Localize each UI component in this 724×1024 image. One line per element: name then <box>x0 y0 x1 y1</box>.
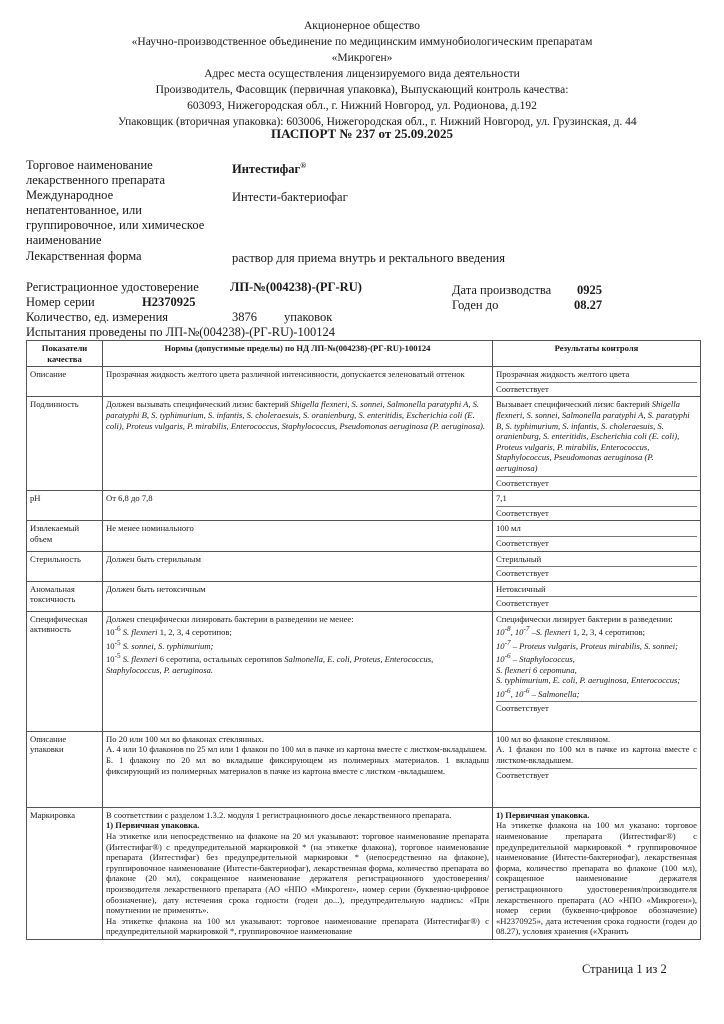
packer-line: Упаковщик (вторичная упаковка): 603006, Нижегородская обл., г. Нижний Новгород, ул. Грузинская, д. 44 <box>118 116 637 128</box>
dilution-base: 10 <box>496 654 505 665</box>
header-line: 603093, Нижегородская обл., г. Нижний Новгород, ул. Родионова, д.192 <box>187 100 537 112</box>
label-line: наименование <box>26 233 102 247</box>
row-name: Стерильность <box>27 551 103 581</box>
table-row <box>27 551 701 581</box>
row-result <box>493 521 701 551</box>
dilution-base: , 10 <box>510 688 524 699</box>
result-line <box>496 624 697 637</box>
row-name: Описание упаковки <box>27 731 103 807</box>
norm-text: 1, 2, 3, 4 серотипов; <box>157 627 232 638</box>
result-status: Соответствует <box>496 506 697 519</box>
trade-name: Интестифаг <box>232 162 301 177</box>
result-text: 7,1 <box>496 493 507 504</box>
result-line <box>496 665 697 676</box>
norm-text: 6 серотипа, остальных серотипов <box>157 654 285 665</box>
norm-text: По 20 или 100 мл во флаконах стеклянных. <box>106 733 264 744</box>
row-result <box>493 367 701 397</box>
row-norm: Прозрачная жидкость желтого цвета различной интенсивности, допускается зеленоватый оттенок <box>103 367 493 397</box>
norm-text: На этикетке или непосредственно на флаконе на 20 мл указывают: торговое наименование препарата (Интестифаг®) с предупредительной маркировкой * (на этикетке флакона), торговое наименование препарата (Интестифаг) без предупредительной маркировки * (непосредственно на флаконе), группировочное наименование (Интести-бактериофаг), лекарственная форма, количество препарата во флаконе (20 мл), сокращенное наименование держателя регистрационного удостоверения/производителя лекарственного препарата (АО «НПО «Микроген», номер серии (буквенно-цифровое обозначение), дату истечения срока годности (годен до...), предупредительную надпись: «При помутнении не применять». <box>106 831 489 916</box>
row-name: Подлинность <box>27 397 103 491</box>
norm-subheading: 1) Первичная упаковка. <box>106 820 200 831</box>
series-value: Н2370925 <box>142 295 196 309</box>
result-status: Соответствует <box>496 536 697 549</box>
row-norm <box>103 611 493 731</box>
row-norm <box>103 397 493 491</box>
result-status: Соответствует <box>496 701 697 714</box>
expiry-label: Годен до <box>452 298 499 312</box>
row-name: Извлекаемый объем <box>27 521 103 551</box>
dilution-exponent: -6 <box>114 625 121 634</box>
norm-text: Должен вызывать специфический лизис бактерий <box>106 399 291 410</box>
dilution-exponent: -6 <box>504 652 511 661</box>
row-result <box>493 491 701 521</box>
trade-name-label <box>26 158 165 188</box>
prod-date-label: Дата производства <box>452 283 552 297</box>
page-number: Страница 1 из 2 <box>582 962 667 976</box>
row-norm: От 6,8 до 7,8 <box>103 491 493 521</box>
label-line: лекарственного препарата <box>26 173 166 187</box>
result-line <box>496 675 697 686</box>
result-bacteria: S. flexneri <box>496 664 531 675</box>
table-row <box>27 731 701 807</box>
dilution-base: 10 <box>106 654 115 665</box>
company-header <box>0 18 724 114</box>
dilution-exponent: -7 <box>504 638 511 647</box>
reg-label: Регистрационное удостоверение <box>26 280 199 294</box>
col-header-results: Результаты контроля <box>493 341 701 367</box>
result-bacteria: – Staphylococcus, <box>510 654 575 665</box>
table-row <box>27 611 701 731</box>
norm-line <box>106 638 489 651</box>
norm-text: Должен специфически лизировать бактерии в разведении не менее: <box>106 613 354 624</box>
dilution-exponent: -6 <box>523 687 530 696</box>
result-status: Соответствует <box>496 596 697 609</box>
row-result <box>493 611 701 731</box>
result-bacteria: Shigella flexneri, S. sonnei, Salmonella paratyphi A, S. paratyphi B, S. typhimurium, S. infantis, S. choleraesuis, S. oranienburg, S. enteritidis, Escherichia coli (E. coli), Proteus vulgaris, P. mirabilis, Enterococcus, Staphylococcus, Pseudomonas aeruginosa (P. aeruginosa) <box>496 399 690 473</box>
norm-text: В соответствии с разделом 1.3.2. модуля 1 регистрационного досье лекарственного препарата. <box>106 809 452 820</box>
quality-table <box>26 340 701 940</box>
result-line <box>496 638 697 651</box>
col-header-norms: Нормы (допустимые пределы) по НД ЛП-№(004238)-(РГ-RU)-100124 <box>103 341 493 367</box>
dilution-base: 10 <box>496 688 505 699</box>
result-text: Нетоксичный <box>496 583 546 594</box>
result-text: 100 мл во флаконе стеклянном. <box>496 733 611 744</box>
norm-bacteria: S. flexneri <box>120 654 158 665</box>
tests-line: Испытания проведены по ЛП-№(004238)-(РГ-RU)-100124 <box>26 325 335 339</box>
row-name: pH <box>27 491 103 521</box>
norm-text: Б. 1 флакону по 20 мл во вкладыше фиксирующем из полимерных материалов. 1 вкладыш фиксирующий из полимерных материалов в пачке из картона вместе с листком -вкладышем. <box>106 755 489 776</box>
result-text: А. 1 флакон по 100 мл в пачке из картона вместе с листком-вкладышем. <box>496 744 697 766</box>
registered-mark: ® <box>300 161 307 170</box>
result-status: Соответствует <box>496 768 697 781</box>
dilution-exponent: -6 <box>504 687 511 696</box>
result-text: 100 мл <box>496 523 521 534</box>
prod-date-value: 0925 <box>577 283 602 297</box>
result-text: Специфически лизирует бактерии в разведении: <box>496 613 673 624</box>
result-subheading: 1) Первичная упаковка. <box>496 809 590 820</box>
form-label: Лекарственная форма <box>26 249 142 263</box>
dilution-exponent: -5 <box>114 652 121 661</box>
result-text: Стерильный <box>496 553 542 564</box>
norm-bacteria: S. flexneri <box>120 627 158 638</box>
norm-bacteria: Shigella flexneri, S. sonnei, Salmonella paratyphi A, S. paratyphi B, S. typhimurium, S. infantis, S. choleraesuis, S. oranienburg, S. enteritidis, Escherichia coli (E. coli), Proteus vulgaris, P. mirabilis, Enterococcus, Staphylococcus, Pseudomonas aeruginosa (P. aeruginosa). <box>106 399 486 431</box>
dilution-exponent: -5 <box>114 638 121 647</box>
dilution-base: 10 <box>106 627 115 638</box>
norm-line <box>106 624 489 637</box>
dilution-exponent: -7 <box>523 625 530 634</box>
qty-label: Количество, ед. измерения <box>26 310 169 324</box>
row-norm: Должен быть нетоксичным <box>103 581 493 611</box>
inn-value: Интести-бактериофаг <box>232 190 348 204</box>
header-line: Акционерное общество <box>303 20 421 32</box>
table-row <box>27 521 701 551</box>
result-text: На этикетке флакона на 100 мл указано: торговое наименование препарата (Интестифаг®) с предупредительной маркировкой * группировочное наименование (Интести-бактериофаг), лекарственная форма, количество препарата во флаконе (100 мл), сокращенное наименование держателя регистрационного удостоверения/производителя лекарственного препарата (АО «НПО «Микроген»), номер серии (буквенно-цифровое обозначение) «Н2370925», дата истечения срока годности (годен до 08.27), условия хранения («Хранить <box>496 820 697 937</box>
result-text: Прозрачная жидкость желтого цвета <box>496 369 630 380</box>
qty-value: 3876 <box>232 310 257 324</box>
norm-text: А. 4 или 10 флаконов по 25 мл или 1 флакон по 100 мл в пачке из картона вместе с листком-вкладышем. <box>106 744 488 755</box>
result-bacteria: –S. flexneri <box>529 627 571 638</box>
row-name: Специфическая активность <box>27 611 103 731</box>
passport-title: ПАСПОРТ № 237 от 25.09.2025 <box>270 126 453 141</box>
row-result <box>493 807 701 939</box>
col-header-indicator: Показатели качества <box>27 341 103 367</box>
result-status: Соответствует <box>496 566 697 579</box>
row-norm: Должен быть стерильным <box>103 551 493 581</box>
label-line: Торговое наименование <box>26 158 153 172</box>
trade-name-value <box>232 158 306 177</box>
qty-unit: упаковок <box>284 310 333 324</box>
form-value: раствор для приема внутрь и ректального введения <box>232 251 505 265</box>
result-text: Вызывает специфический лизис бактерий <box>496 399 652 410</box>
inn-label <box>26 188 204 248</box>
header-line: Производитель, Фасовщик (первичная упаковка), Выпускающий контроль качества: <box>155 84 569 96</box>
row-norm: Не менее номинального <box>103 521 493 551</box>
result-line <box>496 686 697 699</box>
table-row <box>27 581 701 611</box>
result-line <box>496 651 697 664</box>
expiry-value: 08.27 <box>574 298 603 312</box>
table-row <box>27 367 701 397</box>
reg-value: ЛП-№(004238)-(РГ-RU) <box>230 280 362 294</box>
row-name: Аномальная токсичность <box>27 581 103 611</box>
result-text: 6 серотипа, <box>530 664 577 675</box>
row-result <box>493 397 701 491</box>
norm-line <box>106 651 489 675</box>
label-line: непатентованное, или <box>26 203 142 217</box>
series-label: Номер серии <box>26 295 95 309</box>
norm-bacteria: Salmonella, E. coli, Proteus, Enterococcus, Staphylococcus, P. aeruginosa. <box>106 654 434 675</box>
table-row <box>27 397 701 491</box>
result-text: 1, 2, 3, 4 серотипов; <box>570 627 646 638</box>
dilution-base: 10 <box>106 640 115 651</box>
result-bacteria: – Proteus vulgaris, Proteus mirabilis, S. sonnei; <box>510 640 678 651</box>
row-name: Описание <box>27 367 103 397</box>
row-result <box>493 551 701 581</box>
result-status: Соответствует <box>496 476 697 489</box>
dilution-base: , 10 <box>510 627 524 638</box>
label-line: Международное <box>26 188 114 202</box>
dilution-exponent: -8 <box>504 625 511 634</box>
row-norm <box>103 807 493 939</box>
dilution-base: 10 <box>496 627 505 638</box>
row-name: Маркировка <box>27 807 103 939</box>
result-status: Соответствует <box>496 382 697 395</box>
row-result <box>493 581 701 611</box>
row-norm <box>103 731 493 807</box>
norm-bacteria: S. sonnei, S. typhimurium; <box>120 640 214 651</box>
dilution-base: 10 <box>496 640 505 651</box>
label-line: группировочное, или химическое <box>26 218 205 232</box>
table-row <box>27 807 701 939</box>
header-line: Адрес места осуществления лицензируемого вида деятельности <box>204 68 520 80</box>
norm-text: На этикетке флакона на 100 мл указывают: торговое наименование препарата (Интестифаг®) с предупредительной маркировкой *, группировочное наименование <box>106 915 489 937</box>
header-line: «Научно-производственное объединение по медицинским иммунобиологическим препаратам <box>131 36 593 48</box>
row-result <box>493 731 701 807</box>
table-header-row <box>27 341 701 367</box>
table-row <box>27 491 701 521</box>
result-bacteria: S. typhimurium, E. coli, P. aeruginosa, Enterococcus; <box>496 675 681 686</box>
header-line: «Микроген» <box>331 52 393 64</box>
result-bacteria: – Salmonella; <box>529 688 580 699</box>
